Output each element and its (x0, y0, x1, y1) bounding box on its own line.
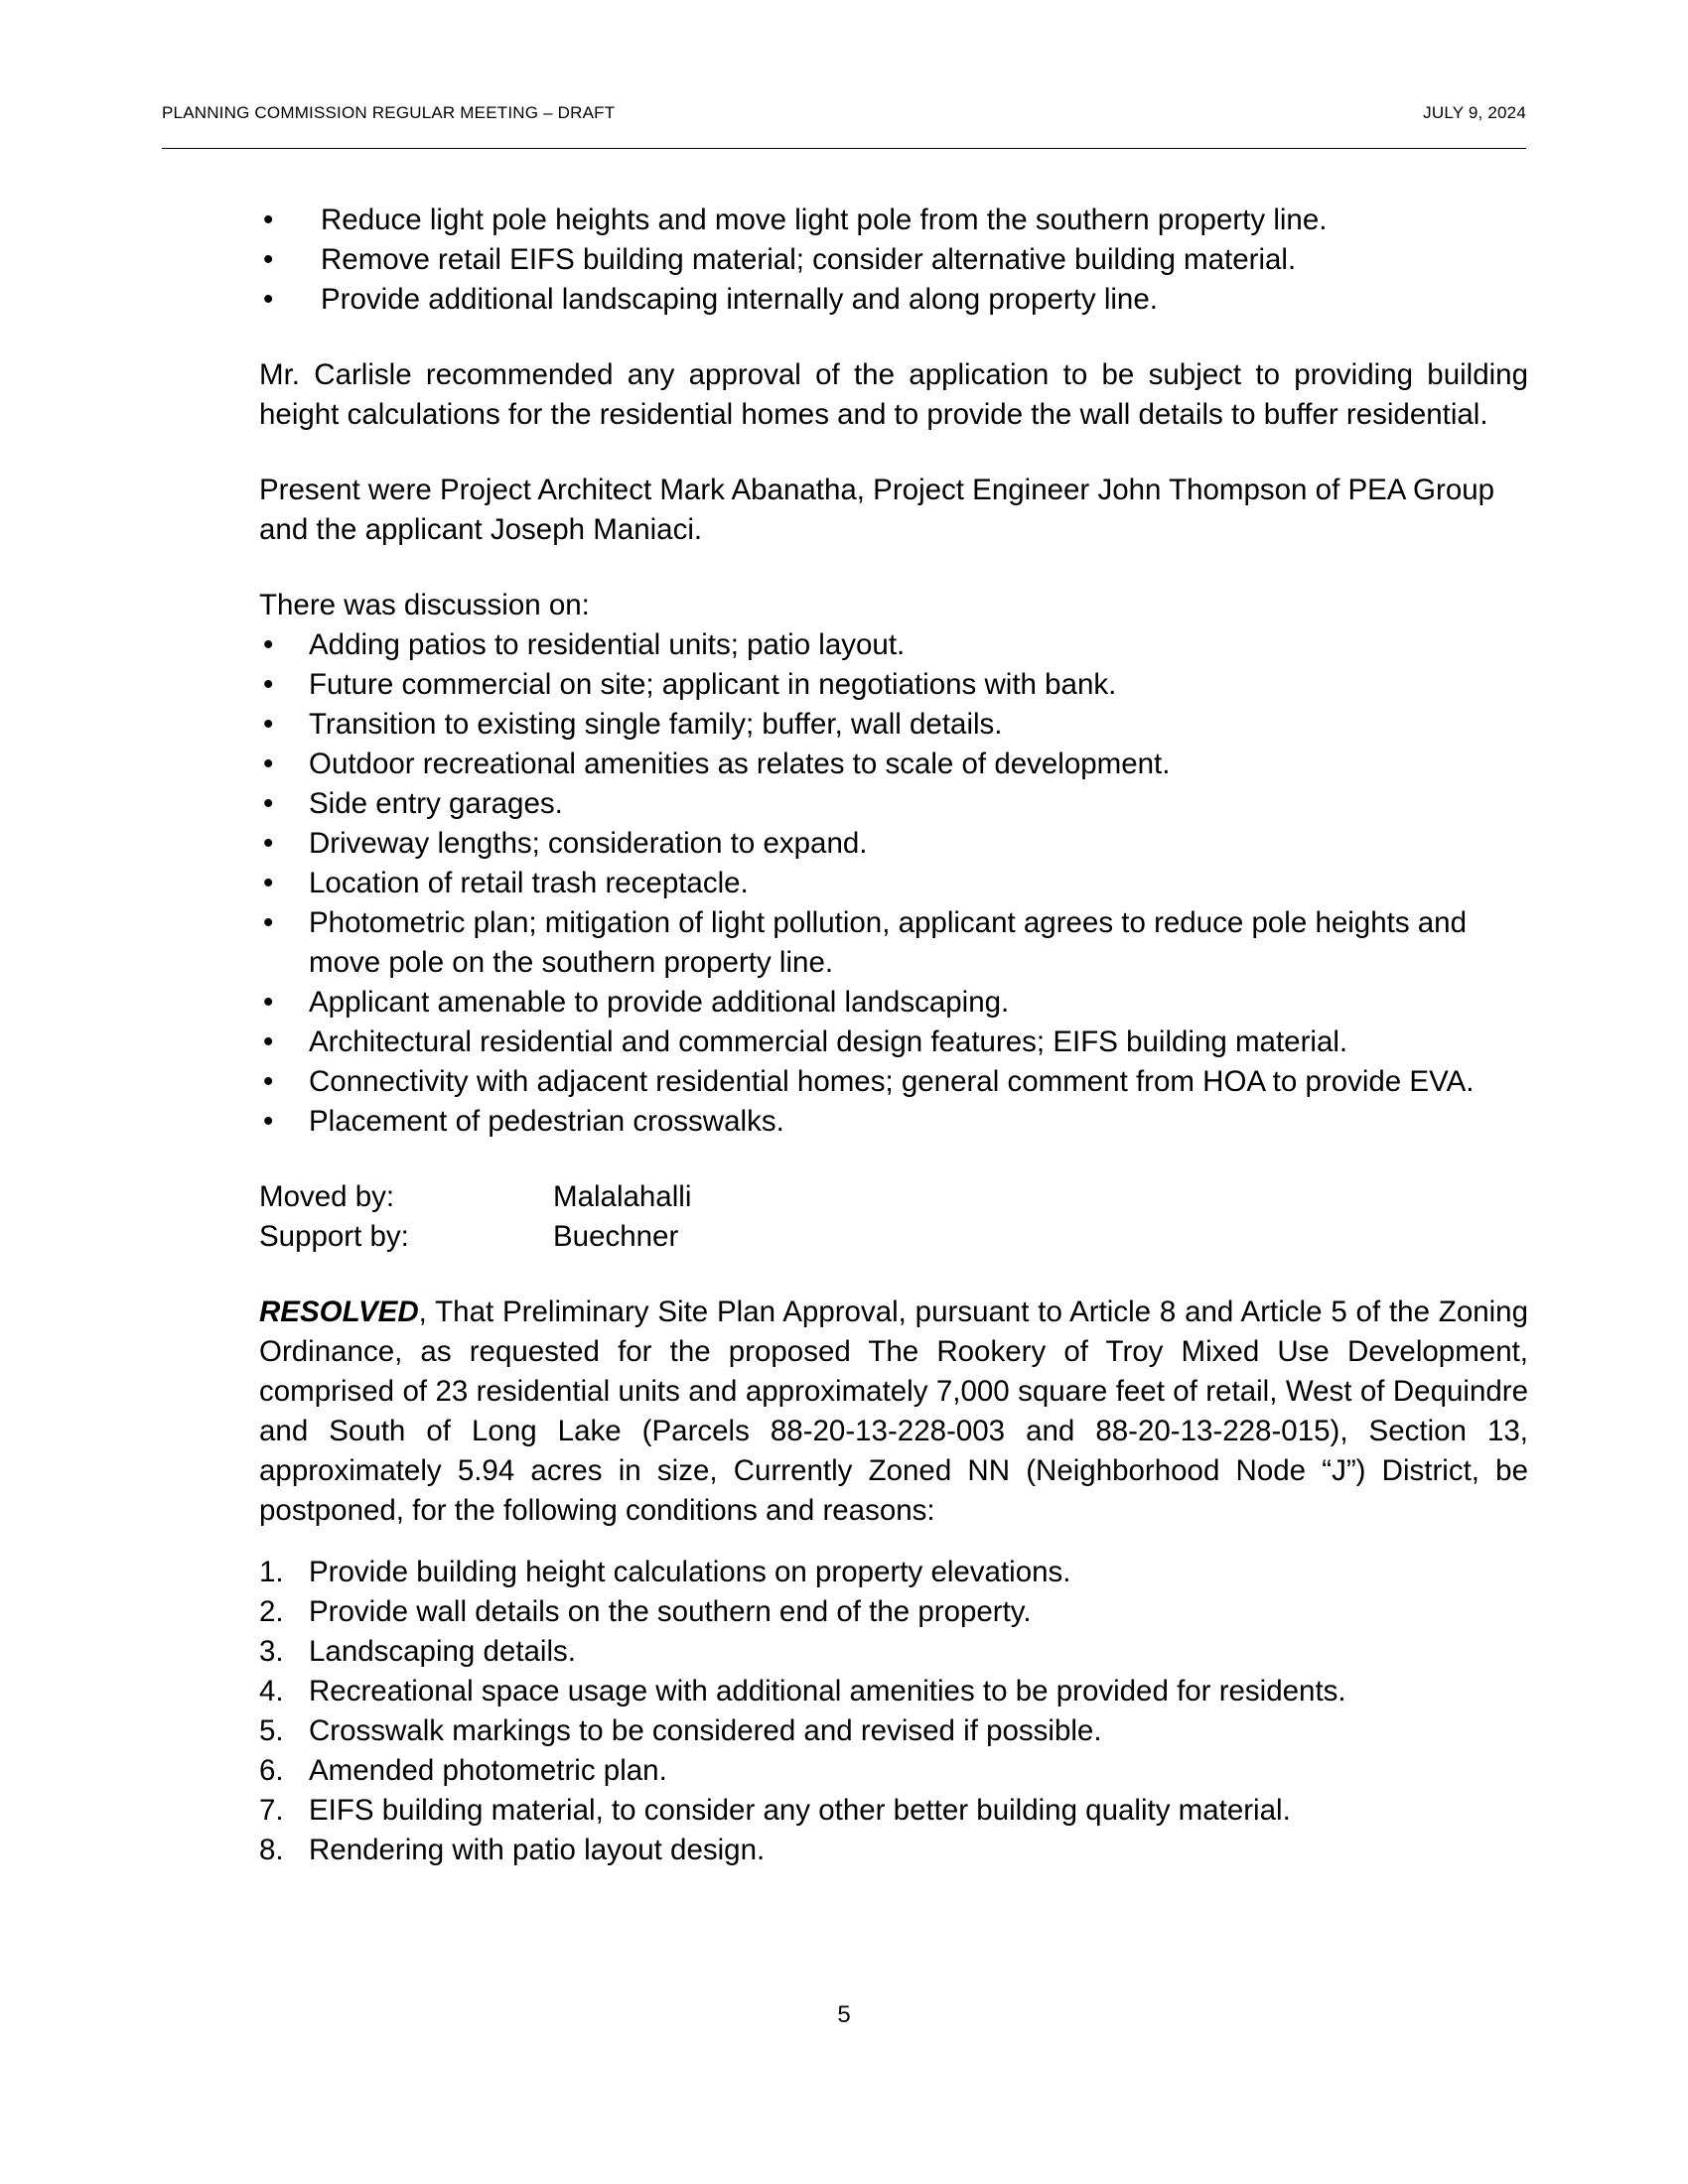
list-item (259, 1632, 1528, 1672)
attendees-paragraph: Present were Project Architect Mark Abanatha, Project Engineer John Thompson of PEA Group and the applicant Joseph Maniaci. (259, 474, 1495, 546)
item-number: 4. (259, 1675, 284, 1707)
support-by-value: Buechner (553, 1220, 679, 1253)
moved-by-row (259, 1177, 1528, 1217)
item-text: Provide wall details on the southern end of the property. (309, 1595, 1032, 1628)
header-rule (162, 148, 1526, 149)
header-date: JULY 9, 2024 (1423, 103, 1526, 122)
list-item: • Architectural residential and commercial design features; EIFS building material. (259, 1023, 1528, 1062)
list-item: • Future commercial on site; applicant in negotiations with bank. (259, 665, 1528, 705)
list-item: • Placement of pedestrian crosswalks. (259, 1102, 1528, 1142)
list-item: • Applicant amenable to provide additional landscaping. (259, 983, 1528, 1023)
item-number: 7. (259, 1794, 284, 1827)
item-text: Rendering with patio layout design. (309, 1834, 766, 1866)
list-item (259, 1672, 1528, 1711)
discussion-list (259, 625, 1528, 1142)
item-number: 8. (259, 1834, 284, 1866)
list-item: • Outdoor recreational amenities as relates to scale of development. (259, 745, 1528, 784)
item-number: 1. (259, 1556, 284, 1588)
item-number: 5. (259, 1714, 284, 1747)
resolution-text: , That Preliminary Site Plan Approval, pursuant to Article 8 and Article 5 of the Zoning Ordinance, as requested for the proposed The Rookery of Troy Mixed Use Development, comprised of 23 residential units and approximately 7,000 square feet of retail, West of Dequindre and South of Long Lake (Parcels 88-20-13-228-003 and 88-20-13-228-015), Section 13, approximately 5.94 acres in size, Currently Zoned NN (Neighborhood Node “J”) District, be postponed, for the following conditions and reasons: (259, 1296, 1528, 1527)
list-item: • Transition to existing single family; buffer, wall details. (259, 705, 1528, 745)
resolution-paragraph (259, 1293, 1528, 1531)
item-text: Provide building height calculations on property elevations. (309, 1556, 1071, 1588)
item-text: Recreational space usage with additional amenities to be provided for residents. (309, 1675, 1346, 1707)
moved-by-value: Malalahalli (553, 1180, 692, 1213)
list-item (259, 1831, 1528, 1870)
item-text: Amended photometric plan. (309, 1754, 667, 1787)
support-by-row (259, 1217, 1528, 1257)
item-text: Landscaping details. (309, 1635, 576, 1668)
top-bullet-list (259, 201, 1528, 320)
list-item (259, 1711, 1528, 1751)
list-item: • Connectivity with adjacent residential homes; general comment from HOA to provide EVA. (259, 1062, 1528, 1102)
header-title: PLANNING COMMISSION REGULAR MEETING – DRAFT (162, 103, 616, 122)
list-item: • Adding patios to residential units; patio layout. (259, 625, 1528, 665)
item-number: 3. (259, 1635, 284, 1668)
conditions-list (259, 1553, 1528, 1870)
list-item: • Reduce light pole heights and move light pole from the southern property line. (259, 201, 1528, 240)
resolved-label: RESOLVED (259, 1296, 419, 1328)
document-body (259, 201, 1528, 1870)
list-item: • Remove retail EIFS building material; consider alternative building material. (259, 240, 1528, 280)
support-by-label: Support by: (259, 1220, 409, 1253)
list-item (259, 1751, 1528, 1791)
list-item (259, 1592, 1528, 1632)
discussion-intro: There was discussion on: (259, 589, 590, 621)
item-text: Crosswalk markings to be considered and revised if possible. (309, 1714, 1102, 1747)
list-item (259, 1553, 1528, 1592)
page-number: 5 (837, 2001, 851, 2028)
item-number: 6. (259, 1754, 284, 1787)
item-text: EIFS building material, to consider any other better building quality material. (309, 1794, 1291, 1827)
list-item: • Provide additional landscaping internally and along property line. (259, 280, 1528, 320)
list-item: • Driveway lengths; consideration to expand. (259, 824, 1528, 864)
list-item: • Location of retail trash receptacle. (259, 864, 1528, 903)
list-item: • Photometric plan; mitigation of light pollution, applicant agrees to reduce pole heights and move pole on the southern property line. (259, 903, 1528, 983)
list-item: • Side entry garages. (259, 784, 1528, 824)
list-item (259, 1791, 1528, 1831)
moved-by-label: Moved by: (259, 1180, 395, 1213)
item-number: 2. (259, 1595, 284, 1628)
carlisle-paragraph: Mr. Carlisle recommended any approval of the application to be subject to providing building height calculations for the residential homes and to provide the wall details to buffer residential. (259, 358, 1528, 431)
